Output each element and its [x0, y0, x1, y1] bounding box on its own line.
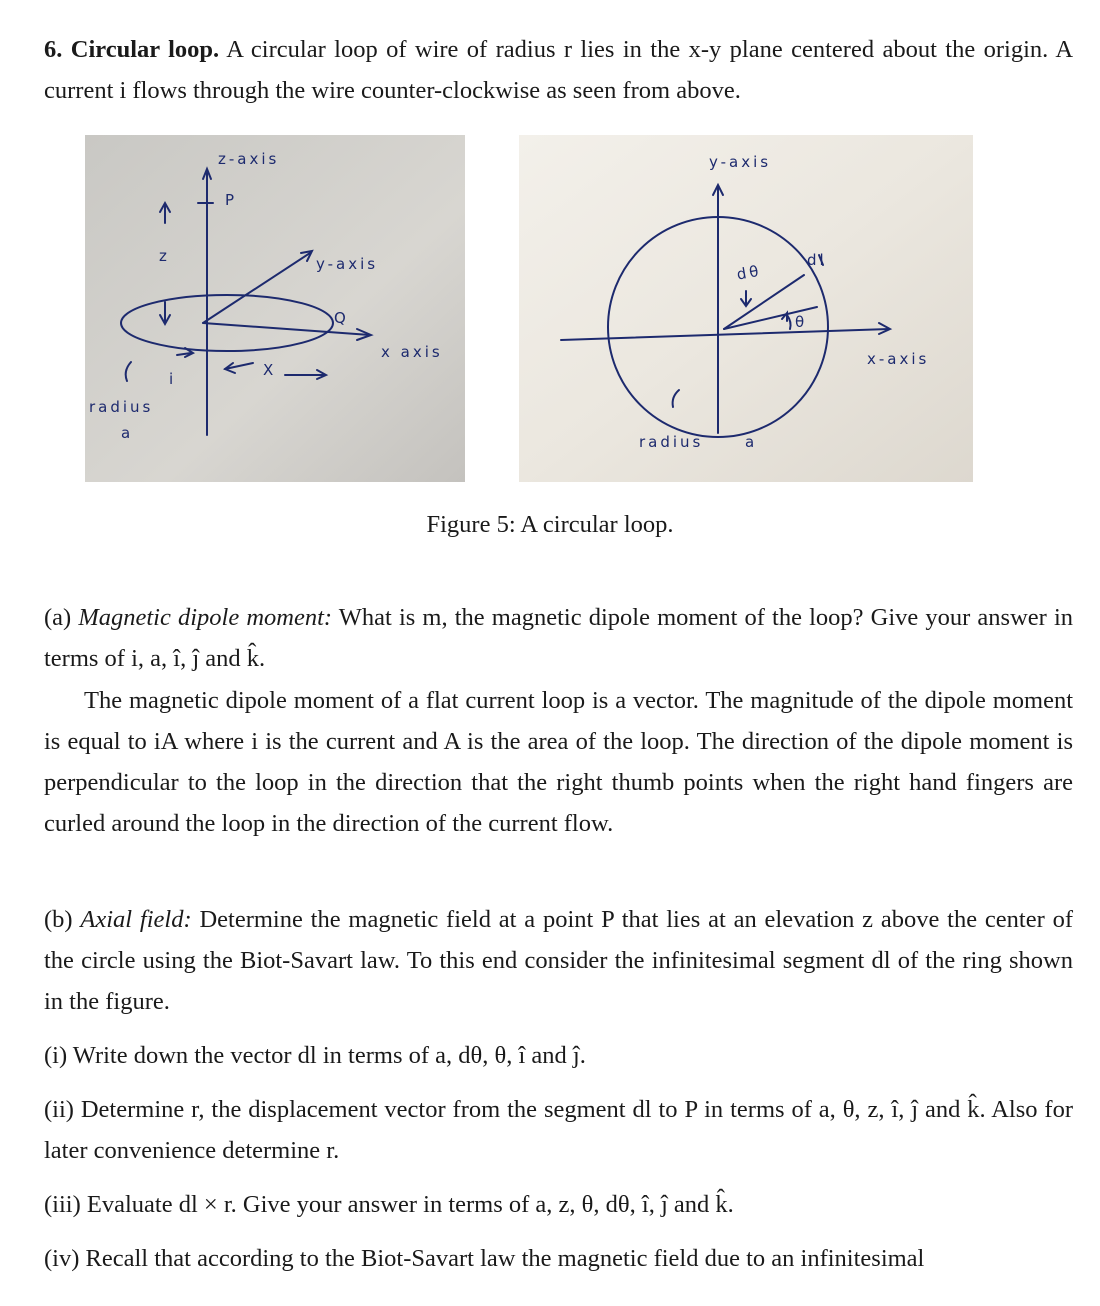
part-a-title: Magnetic dipole moment: [78, 604, 333, 631]
part-b-question-text: Determine the magnetic field at a point P that lies at an elevation z above the center of the circle using the Biot-Savart law. To this end consider the infinitesimal segment dl of the ring shown in the figure. [44, 906, 1073, 1015]
part-b-heading: (b) [44, 906, 73, 933]
problem-intro-text: A circular loop of wire of radius r lies in the x-y plane centered about the origin. A current i flows through the wire counter-clockwise as seen from above. [44, 36, 1074, 104]
left-p-label: P [225, 191, 238, 209]
part-b-question [44, 899, 1073, 1022]
right-radius-label: radius [639, 433, 704, 451]
right-dtheta-label: dθ [735, 261, 763, 284]
left-y-axis-label: y-axis [316, 255, 379, 273]
right-x-axis-label: x-axis [867, 350, 930, 368]
left-a-label: a [121, 424, 134, 442]
right-y-axis-label: y-axis [709, 153, 772, 171]
right-theta-label: θ [795, 313, 808, 331]
left-z-label: z [159, 247, 170, 265]
problem-title: Circular loop. [70, 36, 220, 63]
part-b-i: (i) Write down the vector dl in terms of a, dθ, θ, î and ĵ. [44, 1042, 586, 1069]
problem-number: 6. [44, 36, 63, 63]
part-b-iii: (iii) Evaluate dl × r. Give your answer in terms of a, z, θ, dθ, î, ĵ and k̂. [44, 1191, 734, 1218]
figure-caption: Figure 5: A circular loop. [426, 511, 674, 538]
part-a-question [44, 597, 1073, 679]
left-q-label: Q [334, 309, 349, 327]
part-a-heading: (a) [44, 604, 72, 631]
part-b-title: Axial field: [80, 906, 192, 933]
problem-intro [44, 29, 1073, 111]
figure-right-photo [519, 135, 973, 482]
left-i-label: i [169, 370, 177, 388]
left-x-label: X [263, 361, 277, 379]
figure-left-photo [85, 135, 465, 482]
part-a-explanation: The magnetic dipole moment of a flat current loop is a vector. The magnitude of the dipole moment is equal to iA where i is the current and A is the area of the loop. The direction of the dipole moment is perpendicular to the loop in the direction that the right thumb points when the right hand fingers are curled around the loop in the direction of the current flow. [44, 687, 1073, 837]
part-b-ii: (ii) Determine r, the displacement vector from the segment dl to P in terms of a, θ, z, î, ĵ and k̂. Also for later convenience determine r. [44, 1096, 1073, 1164]
left-z-axis-label: z-axis [218, 150, 280, 168]
right-dl-label: dl [807, 251, 827, 269]
left-x-axis-label: x axis [381, 343, 443, 361]
right-a-label: a [745, 433, 758, 451]
left-radius-label: radius [89, 398, 154, 416]
part-b-iv: (iv) Recall that according to the Biot-Savart law the magnetic field due to an infinitesimal [44, 1245, 925, 1272]
part-a-question-text: What is m, the magnetic dipole moment of the loop? Give your answer in terms of i, a, î, ĵ and k̂. [44, 604, 1073, 672]
